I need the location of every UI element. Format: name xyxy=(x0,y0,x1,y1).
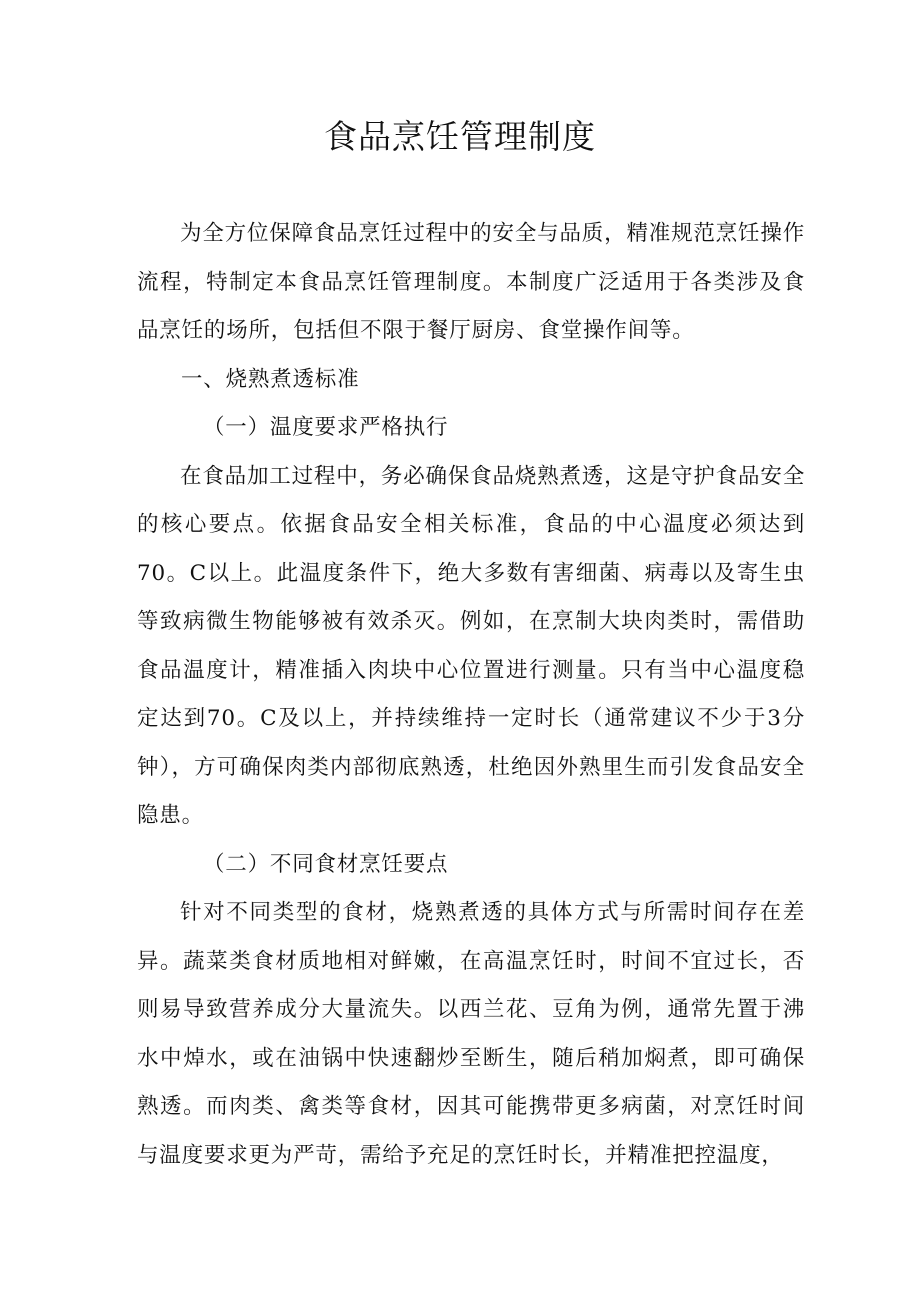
subsection-heading-2: （二）不同食材烹饪要点 xyxy=(203,851,449,877)
subsection-paragraph-1: 在食品加工过程中，务必确保食品烧熟煮透，这是守护食品安全的核心要点。依据食品安全相关标准，食品的中心温度必须达到70。C以上。此温度条件下，绝大多数有害细菌、病毒以及寄生虫等致病微生物能够被有效杀灭。例如，在烹制大块肉类时，需借助食品温度计，精准插入肉块中心位置进行测量。只有当中心温度稳定达到70。C及以上，并持续维持一定时长（通常建议不少于3分钟），方可确保肉类内部彻底熟透，杜绝因外熟里生而引发食品安全隐患。 xyxy=(137,463,805,828)
intro-paragraph: 为全方位保障食品烹饪过程中的安全与品质，精准规范烹饪操作流程，特制定本食品烹饪管理制度。本制度广泛适用于各类涉及食品烹饪的场所，包括但不限于餐厅厨房、食堂操作间等。 xyxy=(137,221,805,343)
document-title: 食品烹饪管理制度 xyxy=(324,117,596,156)
subsection-paragraph-2: 针对不同类型的食材，烧熟煮透的具体方式与所需时间存在差异。蔬菜类食材质地相对鲜嫩，在高温烹饪时，时间不宜过长，否则易导致营养成分大量流失。以西兰花、豆角为例，通常先置于沸水中焯水，或在油锅中快速翻炒至断生，随后稍加焖煮，即可确保熟透。而肉类、禽类等食材，因其可能携带更多病菌，对烹饪时间与温度要求更为严苛，需给予充足的烹饪时长，并精准把控温度， xyxy=(137,900,805,1168)
subsection-heading-1: （一）温度要求严格执行 xyxy=(203,415,449,440)
document-body xyxy=(137,210,805,1180)
section-heading-1: 一、烧熟煮透标准 xyxy=(181,366,360,392)
